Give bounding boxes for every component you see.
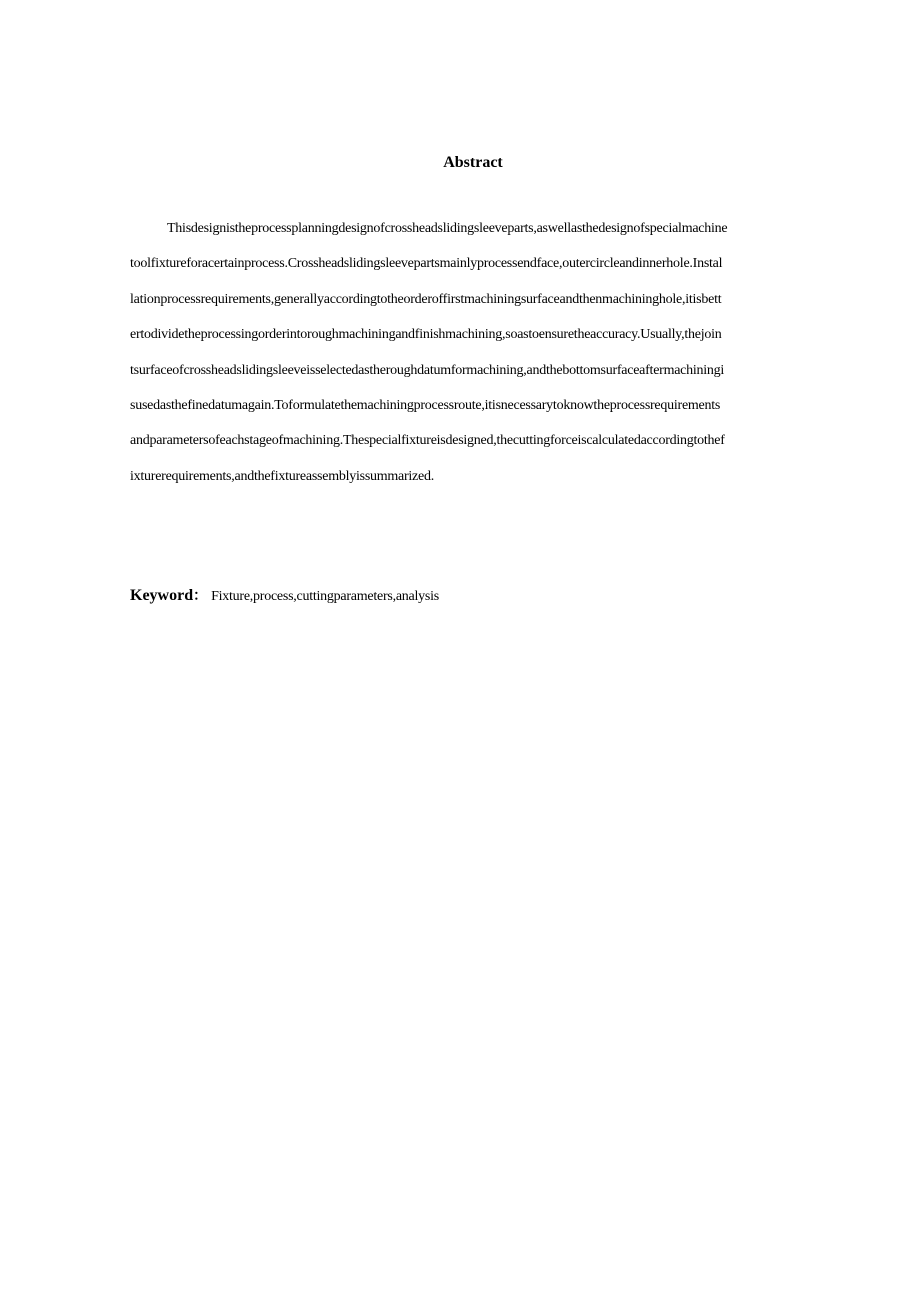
abstract-line: ixturerequirements,andthefixtureassemblyissummarized. <box>130 468 434 484</box>
abstract-line: lationprocessrequirements,generallyaccordingtotheorderoffirstmachiningsurfaceandthenmachininghole,itisbett <box>130 291 722 307</box>
abstract-line: susedasthefinedatumagain.Toformulatethemachiningprocessroute,itisnecessarytoknowtheprocessrequirements <box>130 397 721 413</box>
abstract-line: toolfixtureforacertainprocess.Crossheadslidingsleevepartsmainlyprocessendface,outercircleandinnerhole.Instal <box>130 256 723 272</box>
abstract-line: Thisdesignistheprocessplanningdesignofcrossheadslidingsleeveparts,aswellasthedesignofspecialmachine <box>167 221 728 236</box>
abstract-body <box>130 219 820 502</box>
keywords-separator: ： <box>193 589 208 604</box>
abstract-line: ertodividetheprocessingorderintoroughmachiningandfinishmachining,soastoensuretheaccuracy.Usually,thejoin <box>130 327 722 343</box>
keywords-text: Fixture,process,cuttingparameters,analysis <box>211 589 439 604</box>
keywords-label: Keyword <box>130 587 194 604</box>
abstract-heading: Abstract <box>443 154 503 171</box>
abstract-line: andparametersofeachstageofmachining.Thespecialfixtureisdesigned,thecuttingforceiscalculatedaccordingtothef <box>130 433 725 449</box>
abstract-line: tsurfaceofcrossheadslidingsleeveisselectedastheroughdatumformachining,andthebottomsurfaceaftermachiningi <box>130 362 725 378</box>
keywords-row <box>130 585 439 608</box>
